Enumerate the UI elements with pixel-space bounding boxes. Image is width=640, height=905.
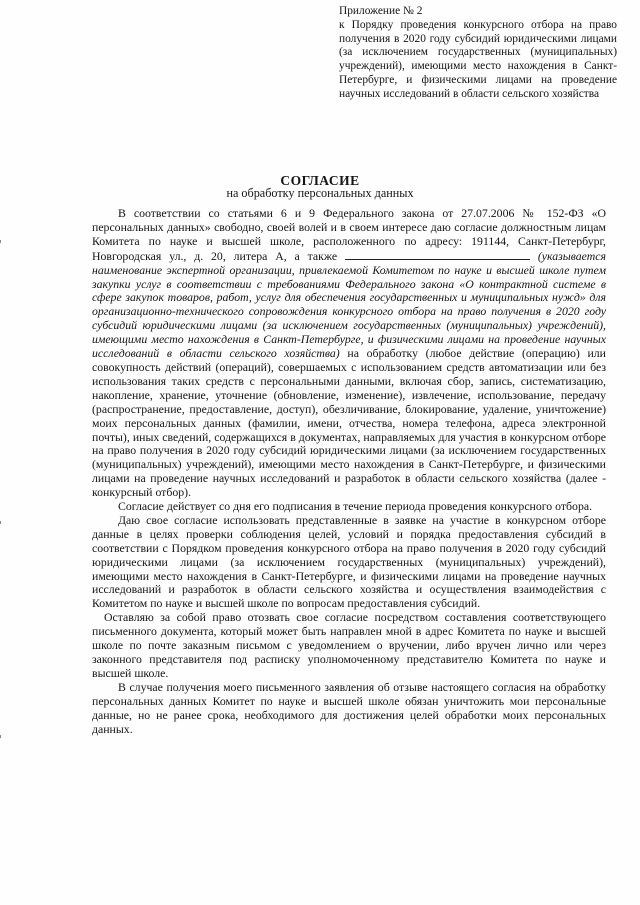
paragraph-consent — [92, 207, 606, 500]
document-title: СОГЛАСИЕ — [280, 173, 360, 188]
paragraph-consent-scope: на обработку (любое действие (операцию) или совокупность действий (операций), совершаемых с использованием средств автоматизации или без использования таких средств с персональными данными, включая сбор, запись, систематизацию, накопление, хранение, уточнение (обновление, изменение), извлечение, использование, передачу (распространение, предоставление, доступ), обезличивание, блокирование, удаление, уничтожение) моих персональных данных (фамилии, имени, отчества, номера телефона, адреса электронной почты), иных сведений, содержащихся в документах, направляемых для участия в конкурсном отборе на право получения в 2020 году субсидий юридическими лицами (за исключением государственных (муниципальных) учреждений), имеющими место нахождения в Санкт-Петербурге, и физическими лицами на проведение научных исследований и разработок в области сельского хозяйства (далее - конкурсный отбор). — [92, 346, 606, 500]
document-subtitle: на обработку персональных данных — [226, 186, 414, 200]
scan-edge-mark — [0, 240, 1, 243]
paragraph-validity: Согласие действует со дня его подписания в течение периода проведения конкурсного отбора. — [118, 499, 593, 514]
scan-edge-mark — [0, 735, 1, 738]
scan-edge-mark — [0, 521, 1, 524]
appendix-title: Приложение № 2 — [339, 5, 423, 17]
paragraph-revocation: Оставляю за собой право отозвать свое согласие посредством составления соответствующего письменного документа, который может быть направлен мной в адрес Комитета по науке и высшей школе по почте заказным письмом с уведомлением о вручении, либо вручен лично или через законного представителя под расписку уполномоченному представителю Комитета по науке и высшей школе. — [92, 610, 606, 680]
appendix-text: к Порядку проведения конкурсного отбора на право получения в 2020 году субсидий юридическими лицами (за исключением государственных (муниципальных) учреждений), имеющими место нахождения в Санкт-Петербурге, и физическими лицами на проведение научных исследований в области сельского хозяйства — [339, 18, 617, 100]
paragraph-consent-intro: В соответствии со статьями 6 и 9 Федерального закона от 27.07.2006 № 152-ФЗ «О персональных данных» свободно, своей волей и в своем интересе даю согласие должностным лицам Комитета по науке и высшей школе, расположенного по адресу: 191144, Санкт-Петербург, Новгородская ул., д. 20, литера А, а также — [92, 206, 606, 263]
organization-blank-line — [345, 249, 530, 260]
paragraph-consent-note: (указывается наименование экспертной организации, привлекаемой Комитетом по науке и высшей школе путем закупки услуг в соответствии с требованиями Федерального закона «О контрактной системе в сфере закупок товаров, работ, услуг для обеспечения государственных и муниципальных нужд» для организационно-технического сопровождения конкурсного отбора на право получения в 2020 году субсидий юридическими лицами (за исключением государственных (муниципальных) учреждений), имеющими место нахождения в Санкт-Петербурге, и физическими лицами на проведение научных исследований в области сельского хозяйства) — [92, 248, 606, 361]
document-body — [92, 207, 606, 736]
appendix-block — [339, 5, 617, 102]
paragraph-destruction: В случае получения моего письменного заявления об отзыве настоящего согласия на обработку персональных данных Комитет по науке и высшей школе обязан уничтожить мои персональные данные, но не ранее срока, необходимого для достижения целей обработки моих персональных данных. — [92, 679, 606, 736]
paragraph-usage: Даю свое согласие использовать представленные в заявке на участие в конкурсном отборе данные в целях проверки соблюдения целей, условий и порядка предоставления субсидий в соответствии с Порядком проведения конкурсного отбора на право получения в 2020 году субсидий юридическими лицами (за исключением государственных (муниципальных) учреждений), имеющими место нахождения в Санкт-Петербурге, и физическими лицами на проведение научных исследований и разработок в области сельского хозяйства и осуществления взаимодействия с Комитетом по науке и высшей школе по вопросам предоставления субсидий. — [92, 512, 606, 611]
